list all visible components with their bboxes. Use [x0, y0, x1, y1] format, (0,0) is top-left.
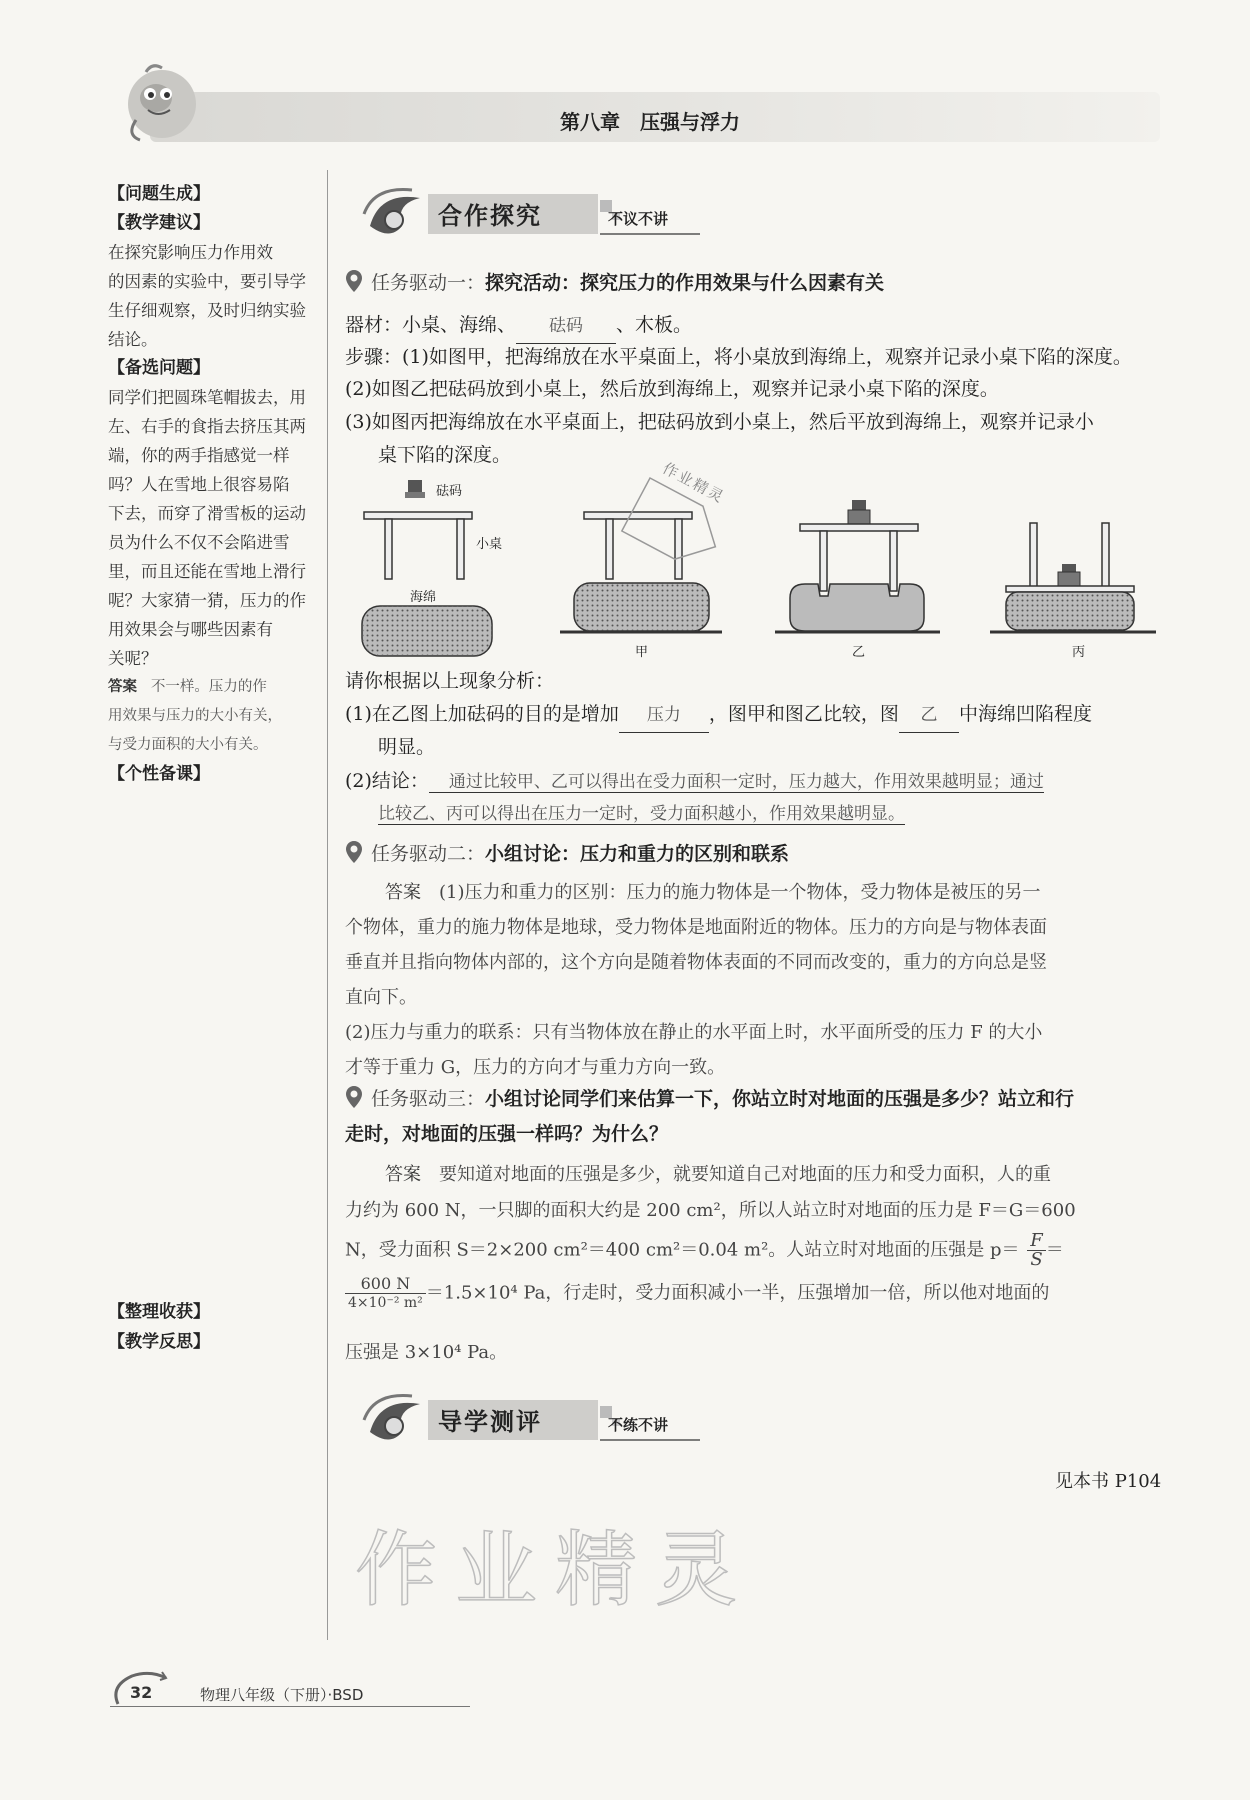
label-fig-jia: 甲: [635, 645, 649, 660]
sidebar-heading-backup-question: 【备选问题】: [108, 358, 210, 378]
figure-yi: [775, 500, 940, 632]
task2-answer-line5: (2)压力与重力的联系：只有当物体放在静止的水平面上时，水平面所受的压力 F 的大小: [345, 1022, 1043, 1043]
teacher-sidebar: [108, 180, 328, 789]
task1-heading: 任务驱动一：探究活动：探究压力的作用效果与什么因素有关: [345, 267, 1175, 300]
fraction-600-over-area: $\frac{600 N}{\text{4×10⁻² m²}}$: [345, 1275, 426, 1312]
sidebar-backup-text: 同学们把圆珠笔帽拔去，用 左、右手的食指去挤压其两 端，你的两手指感觉一样 吗？人在雪地上很容易陷 下去，而穿了滑雪板的运动 员为什么不仅不会陷进雪 里，而且还能在雪地上滑行 呢？大家猜一猜，压力的作 用效果会与哪些因素有 关呢？: [108, 388, 306, 668]
footer-line: [110, 1706, 470, 1707]
section-title: 导学测评: [438, 1408, 542, 1436]
task1-step3: (3)如图丙把海绵放在水平桌面上，把砝码放到小桌上，然后平放到海绵上，观察并记录小: [345, 411, 1094, 433]
section-banner-assessment: [350, 1392, 710, 1454]
section-banner-cooperation: [350, 186, 710, 248]
watermark-text: 作业精灵: [355, 1523, 756, 1618]
materials-answer: 砝码: [516, 310, 616, 344]
section-subtitle: 不练不讲: [608, 1416, 669, 1434]
task2-answer-line1: 答案 (1)压力和重力的区别：压力的施力物体是一个物体，受力物体是被压的另一: [385, 882, 1041, 903]
task3-answer-line5: 压强是 3×10⁴ Pa。: [345, 1342, 508, 1363]
fraction-f-over-s: $\frac{F}{S}$: [1027, 1232, 1046, 1269]
sidebar-answer: 答案 不一样。压力的作 用效果与压力的大小有关， 与受力面积的大小有关。: [108, 679, 282, 753]
task1-materials: 器材：小桌、海绵、 砝码 、木板。: [345, 309, 1175, 344]
sidebar-heading-question: 【问题生成】: [108, 184, 210, 204]
task3-answer-line4: $\frac{600 N}{\text{4×10⁻² m²}}$ ＝1.5×10⁴ Pa，行走时，受力面积减小一半，压强增加一倍，所以他对地面的: [345, 1275, 1175, 1312]
label-table: 小桌: [476, 537, 503, 552]
label-sponge: 海绵: [410, 590, 437, 605]
task1-step2: (2)如图乙把砝码放到小桌上，然后放到海绵上，观察并记录小桌下陷的深度。: [345, 378, 999, 400]
conclusion-line2: 比较乙、丙可以得出在压力一定时，受力面积越小，作用效果越明显。: [378, 804, 905, 824]
q1-answer-force: 压力: [619, 699, 709, 733]
column-divider: [327, 170, 328, 1640]
task2-answer-line2: 个物体，重力的施力物体是地球，受力物体是地面附近的物体。压力的方向是与物体表面: [345, 917, 1047, 938]
label-fig-bing: 丙: [1072, 645, 1086, 660]
analysis-q1-cont: 明显。: [378, 736, 436, 758]
chapter-title: 第八章 压强与浮力: [560, 110, 740, 134]
page-number: 32: [130, 1683, 153, 1702]
watermark-stamp-text: 作业精灵: [659, 459, 729, 507]
section-subtitle: 不议不讲: [608, 210, 669, 228]
conclusion-line1: 通过比较甲、乙可以得出在受力面积一定时，压力越大，作用效果越明显；通过: [429, 772, 1044, 793]
analysis-q2: (2)结论： 通过比较甲、乙可以得出在受力面积一定时，压力越大，作用效果越明显；通过: [345, 770, 1044, 792]
task2-answer-line4: 直向下。: [345, 987, 417, 1008]
figure-jia: [560, 512, 722, 632]
section-title: 合作探究: [438, 202, 542, 230]
book-info: 物理八年级（下册）·BSD: [200, 1686, 364, 1704]
figure-bing: [990, 523, 1156, 632]
sidebar-heading-personal: 【个性备课】: [108, 764, 210, 784]
sidebar-heading-reflection: 【教学反思】: [108, 1332, 210, 1352]
experiment-figures: [350, 468, 1180, 668]
location-pin-icon: [345, 269, 363, 293]
location-pin-icon: [345, 840, 363, 864]
task3-heading-cont: 走时，对地面的压强一样吗？为什么？: [345, 1123, 669, 1145]
task2-answer-line6: 才等于重力 G，压力的方向才与重力方向一致。: [345, 1057, 726, 1078]
figure-a-setup: [362, 480, 492, 656]
task3-answer-line2: 力约为 600 N，一只脚的面积大约是 200 cm²，所以人站立时对地面的压力是 F＝G＝600: [345, 1200, 1076, 1221]
task1-step1: 步骤：(1)如图甲，把海绵放在水平桌面上，将小桌放到海绵上，观察并记录小桌下陷的深度。: [345, 346, 1132, 368]
label-fig-yi: 乙: [852, 645, 866, 660]
q1-answer-figure: 乙: [899, 699, 959, 733]
see-book-reference: 见本书 P104: [1055, 1471, 1162, 1492]
location-pin-icon: [345, 1085, 363, 1109]
sidebar-advice-text: 在探究影响压力作用效 的因素的实验中，要引导学 生仔细观察，及时归纳实验 结论。: [108, 243, 306, 349]
mascot-logo-icon: [116, 60, 202, 146]
label-weight: 砝码: [436, 484, 463, 499]
task1-step3-cont: 桌下陷的深度。: [378, 444, 512, 466]
task2-heading: 任务驱动二：小组讨论：压力和重力的区别和联系: [345, 838, 1175, 871]
analysis-q1: (1)在乙图上加砝码的目的是增加 压力 ，图甲和图乙比较，图 乙 中海绵凹陷程度: [345, 698, 1175, 733]
sidebar-heading-teaching-advice: 【教学建议】: [108, 213, 210, 233]
analysis-prompt: 请你根据以上现象分析：: [345, 670, 555, 692]
sidebar-heading-summary: 【整理收获】: [108, 1302, 210, 1322]
task3-heading: 任务驱动三：小组讨论同学们来估算一下，你站立时对地面的压强是多少？站立和行: [345, 1083, 1175, 1116]
task2-answer-line3: 垂直并且指向物体内部的，这个方向是随着物体表面的不同而改变的，重力的方向总是竖: [345, 952, 1047, 973]
task3-answer-line1: 答案 要知道对地面的压强是多少，就要知道自己对地面的压力和受力面积，人的重: [385, 1164, 1051, 1185]
task3-answer-line3: N，受力面积 S＝2×200 cm²＝400 cm²＝0.04 m²。人站立时对地面的压强是 p＝ $\frac{F}{S}$ ＝: [345, 1230, 1064, 1270]
